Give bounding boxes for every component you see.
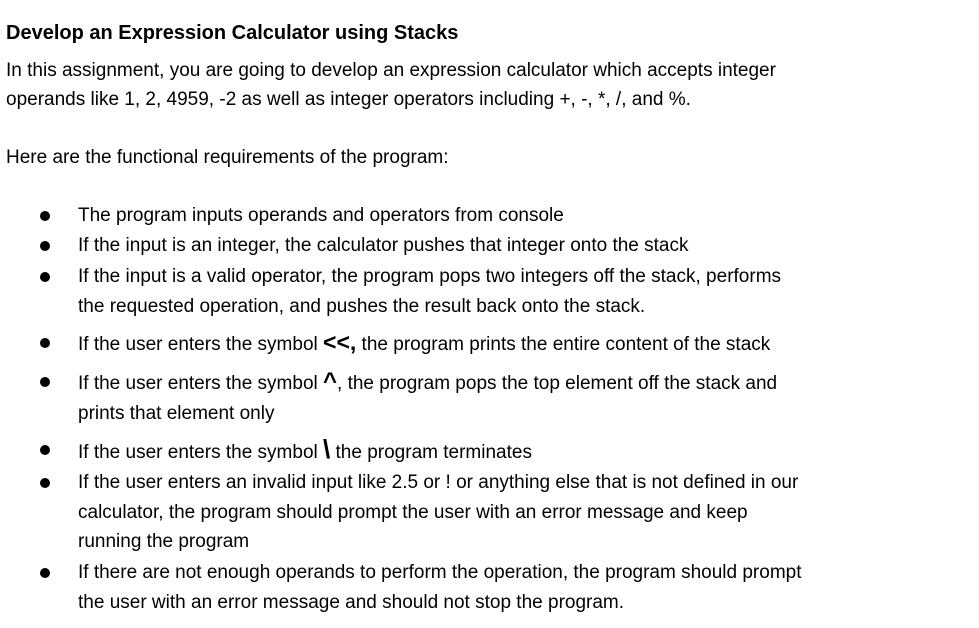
list-item-text: If the user enters the symbol ^, the program pops the top element off the stack and prints that element only (78, 368, 778, 424)
intro-line-2: operands like 1, 2, 4959, -2 as well as integer operators including +, -, *, /, and %. (6, 89, 691, 110)
bullet-icon (40, 241, 50, 251)
bullet-icon (40, 338, 50, 348)
bullet-icon (40, 211, 50, 221)
bullet-icon (40, 272, 50, 282)
list-item-text: If the user enters the symbol \ the program terminates (78, 434, 532, 464)
bullet-icon (40, 445, 50, 455)
document-title: Develop an Expression Calculator using Stacks (6, 22, 459, 44)
terminate-symbol: \ (323, 434, 331, 464)
bullet-icon (40, 377, 50, 387)
list-item-text: If the input is an integer, the calculator pushes that integer onto the stack (78, 235, 689, 256)
list-item-text: If the input is a valid operator, the program pops two integers off the stack, performs the requested operation, and pushes the result back onto the stack. (78, 266, 782, 317)
list-item-text: If the user enters an invalid input like 2.5 or ! or anything else that is not defined in our calculator, the program should prompt the user with an error message and keep running the program (78, 472, 799, 552)
bullet-icon (40, 478, 50, 488)
intro-line-1: In this assignment, you are going to develop an expression calculator which accepts integer (6, 60, 776, 81)
bullet-icon (40, 568, 50, 578)
list-item-text: If there are not enough operands to perform the operation, the program should prompt the user with an error message and should not stop the program. (78, 562, 802, 613)
requirements-heading: Here are the functional requirements of the program: (6, 147, 449, 168)
print-stack-symbol: <<, (323, 329, 357, 355)
list-item-text: If the user enters the symbol <<, the program prints the entire content of the stack (78, 329, 771, 355)
list-item-text: The program inputs operands and operators from console (78, 205, 564, 226)
pop-symbol: ^ (323, 368, 338, 395)
